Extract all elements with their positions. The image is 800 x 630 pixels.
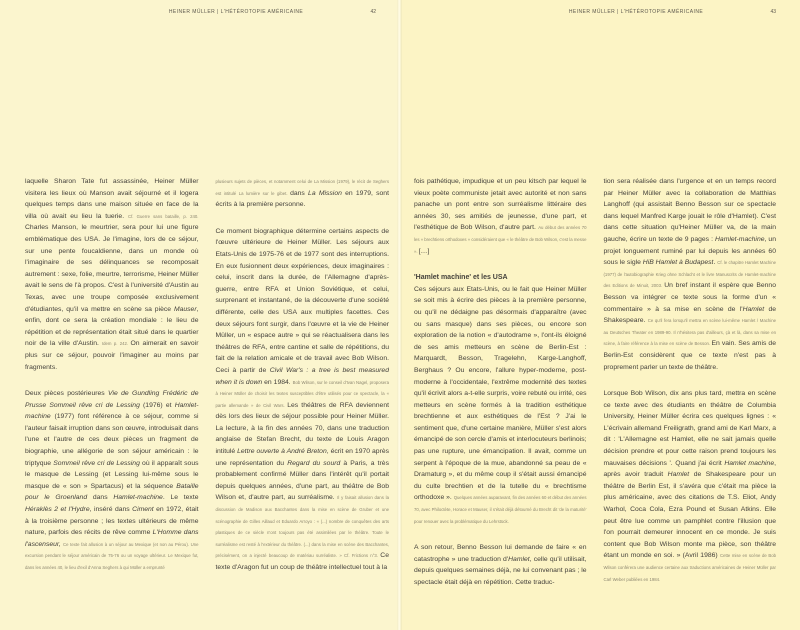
text-run: La Mission xyxy=(308,189,342,197)
text-run: On aimerait en savoir plus sur ce séjour, pouvoir l'imaginer au moins par fragments. xyxy=(25,340,199,371)
text-run: Bataille pour le Groenland xyxy=(25,482,199,502)
paragraph xyxy=(216,176,390,211)
text-run: HiB Hamlet à Budapest xyxy=(642,259,714,267)
text-run: de Shakespeare pour un théâtre de Berlin Est, il s'avéra que c'était ma pièce la plus américaine, avec des citations de T.S. Eliot, Andy Warhol, Coca Cola, Ezra Pound et Susan Atkins. Elle peut être lue comme un pamphlet contre l'illusion que l'on pourrait demeurer innocent en ce monde. Je suis content que Bob Wilson monte ma pièce, son théâtre étant un monde en soi. » (Avril 1986) xyxy=(603,471,776,560)
paragraph xyxy=(414,542,587,588)
text-run: Ces séjours aux Etats-Unis, ou le fait que Heiner Müller se soit mis à écrire des pièces à la première personne, ou qu'il ne dédaigne pas désormais d'apparaître (avec ou sans masque) dans ses pièces, ou encore son exploration de la notion « d'autodrame », l'ont-ils éloigné de ses amis metteurs en scène de Berlin-Est : Marquardt, Besson, Tragelehn, Karge-Langhoff, Berghaus ? Ou encore, l'allure hyper-moderne, post-moderne à l'occidentale, l'extrême modernité des textes qu'il écrivit alors a-t-elle surpris, voire rebuté ou irrité, ces metteurs en scène formés à la tradition esthétique brechtienne et aux esthétiques de l'Est ? J'ai le sentiment que, d'une certaine manière, Müller s'est alors émancipé de son cercle d'amis et interlocuteurs berlinois; pas une rupture, une émancipation. Il avait, comme un serpent à l'époque de la mue, abandonné sa peau de « Dramaturg », et du même coup il s'était aussi émancipé du culte brechtien et de la tutelle du « brechtisme orthodoxe ». xyxy=(414,285,587,502)
column-1 xyxy=(414,176,587,624)
text-run: […] xyxy=(418,247,430,255)
binding-gutter xyxy=(397,0,402,630)
column-2 xyxy=(604,176,777,624)
text-run: Ce texte d'Aragon fut un coup de théâtre intellectuel tout à la xyxy=(215,552,389,571)
paragraph xyxy=(414,284,587,527)
text-run: Il y faisait allusion dans la discussion de Madison aux Bacchantes dans la mise en scène de Gruber et une scénographie de Gilles Aillaud et Eduardo Arroyo : « (...) nombre de conquêtes des arts plastiques de ce siècle n'ont toujours pas été assimilées par le théâtre. Toute le surréalisme est resté à l'extérieur du théâtre. (...) dans la mise en scène des Bacchantes, précisément, on a injecté beaucoup de matériau surréaliste. » Cf. Frictions n°3. xyxy=(215,495,389,559)
text-run: où il apparaît sous le masque de Lessing (et Lessing lui-même sous le masque de « son » Spartacus) et la séquence xyxy=(25,459,199,490)
text-run: en 1979, sont écrits à la première personne. xyxy=(215,189,389,209)
paragraph xyxy=(604,388,777,585)
running-head: HEINER MÜLLER | L'HÉTÉROTOPIE AMÉRICAINE xyxy=(168,9,304,15)
text-run: (1977) font référence à ce séjour, comme si l'auteur faisait irruption dans son œuvre, introduisait dans l'une et l'autre de ces deux pièces un fragment de biographie, une allégorie de son séjour américain : le triptyque xyxy=(25,413,199,467)
text-run: Idem p. 242. xyxy=(101,341,131,347)
column-1 xyxy=(25,176,199,624)
text-run: Hamlet xyxy=(742,305,765,313)
text-run: Lorsque Bob Wilson, dix ans plus tard, mettra en scène ce texte avec des étudiants en théâtre de Columbia University, Heiner Müller écrira ces quelques lignes : « L'écrivain allemand Freiligrath, grand ami de Karl Marx, a dit : 'L'Allemagne est Hamlet, elle ne sait jamais quelle décision prendre et pour cette raison prend toujours les mauvaises décisions '. Quand j'ai écrit xyxy=(603,390,776,467)
paragraph xyxy=(25,388,199,574)
paragraph xyxy=(414,176,587,257)
text-run: Quelques années auparavant, fin des années 60 et début des années 70, avec Philoctète, Horace et Mauser, il s'était déjà détourné du Brecht dit 'de la maturité' pour renouer avec la problématique du Lehrstück. xyxy=(414,495,587,524)
text-run: . Le texte xyxy=(162,494,199,502)
text-run: Au début des années 70 les « brechtiens orthodoxes » considéraient que « le théâtre de Bob Wilson, c'est la messe ». xyxy=(414,225,587,254)
paragraph xyxy=(216,226,390,574)
text-run: Cette mise en scène de Bob Wilson conférera une audience certaine aux traductions américaines de Heiner Müller par Carl Weber publiées en 1984. xyxy=(603,553,776,582)
text-run: Les théâtres de RFA deviennent dès lors des lieux de séjour possible pour Heiner Müller. La lecture, à la fin des années 70, dans une traduction anglaise de Stefan Brecht, du texte de Louis Aragon intitulé xyxy=(215,401,389,456)
text-run: Mauser xyxy=(173,305,197,313)
text-run: laquelle Sharon Tate fut assassinée, Heiner Müller visitera les lieux où Manson avait séjourné et il logera quelques temps dans une maison située en face de la villa où avait eu lieu la tuerie. xyxy=(25,178,199,220)
text-run: Hamlet-machine xyxy=(715,235,765,243)
text-run: Cf. Guerre sans bataille, p. 240. xyxy=(127,213,199,219)
text-run: Vie de Gundling Frédéric de Prusse Sommeil rêve cri de Lessing xyxy=(25,390,199,409)
text-run: Ciment xyxy=(132,506,154,514)
text-run: en 1984. xyxy=(262,378,293,386)
column-2 xyxy=(216,176,390,624)
text-run: , après avoir traduit xyxy=(603,459,776,479)
text-run: Ce moment biographique détermine certains aspects de l'œuvre ultérieure de Heiner Müller. Les séjours aux Etats-Unis de 1975-76 et de 1977 sont des interruptions. En eux fusionnent deux expériences, deux imaginaires : celui, inscrit dans la durée, de l'Allemagne d'après-guerre, entre RFA et Union Soviétique, et celui, surprenant et instantané, de la découverte d'une société différente, celle des USA aux multiples facettes. Ces deux séjours font surgir, dans l'œuvre et la vie de Heiner Müller, un « espace autre » qui se réactualisera dans les théâtres de RFA, entre cantine et salle de répétitions, du fait de la relation amicale et de travail avec Bob Wilson. Ceci à partir de xyxy=(215,227,389,374)
text-run: à Paris, a très probablement confirmé Müller dans l'intérêt qu'il portait depuis quelques années, d'une part, au théâtre de Bob Wilson et, d'autre part, au surréalisme. xyxy=(215,459,389,502)
text-run: Hamlet xyxy=(508,555,530,563)
section-heading: 'Hamlet machine' et les USA xyxy=(414,274,508,282)
text-run: Sommeil rêve cri de Lessing xyxy=(53,459,140,467)
text-run: Civil War's : a tree is best measured when it is down xyxy=(215,366,389,386)
text-run: A son retour, Benno Besson lui demande de faire « en catastrophe » une traduction d' xyxy=(414,544,587,563)
text-run: Ce texte fait allusion à un séjour au Mexique (et non au Pérou). Une excursion pendant le séjour américain de 75-76 ou un voyage ultérieur. Le Mexique fut, dans les années 40, le lieu d'exil d'Anna Seghers à qui Müller a emprunté xyxy=(25,541,199,570)
running-head: HEINER MÜLLER | L'HÉTÉROTOPIE AMÉRICAINE xyxy=(568,9,704,15)
text-run: Héraklès 2 et l'Hydre xyxy=(25,506,90,514)
text-run: Regard du sourd xyxy=(287,459,341,467)
text-run: fois pathétique, impudique et un peu kitsch par lequel le vieux poète communiste jetait avec autorité et non sans panache un pont entre son surréalisme littéraire des années 30, ses amitiés de jeunesse, d'une part, et l'esthétique de Bob Wilson, d'autre part. xyxy=(414,178,587,232)
text-run: , un projet longuement ruminé par lui depuis les années 60 sous le sigle xyxy=(603,235,776,267)
text-run: tion sera réalisée dans l'urgence et en un temps record par Heiner Müller avec la collaboration de Matthias Langhoff (qui assistait Benno Besson sur ce spectacle dans lequel Manfred Karge jouait le rôle d'Hamlet). C'est dans cette situation qu'Heiner Müller va, de la main gauche, écrire un texte de 9 pages : xyxy=(603,178,776,243)
text-run: Deux pièces postérieures xyxy=(25,390,109,398)
text-run: Un bref instant il espère que Benno Besson va intégrer ce texte sous la forme d'un « commentaire » à sa mise en scène de l' xyxy=(603,282,776,313)
text-run: Hamlet-machine xyxy=(25,401,199,421)
text-run: , enfin, dont ce sera la création mondiale : le lieu de répétition et de représentation était situé dans le quartier noir de la ville d'Austin. xyxy=(25,305,199,348)
text-run: Lettre ouverte à André Breton xyxy=(237,448,327,456)
text-run: (1976) et xyxy=(139,401,175,409)
page-number: 42 xyxy=(370,9,376,15)
page-number: 43 xyxy=(770,9,776,15)
paragraph xyxy=(25,176,199,373)
text-run: Hamlet-machine xyxy=(113,494,163,502)
text-block xyxy=(414,176,776,624)
text-run: dans xyxy=(87,494,114,502)
text-run: en 1972, était à la troisième personne ; les textes ultérieurs de même nature, parfois des récits de rêve comme xyxy=(25,506,199,537)
text-run: Charles Manson, le meurtrier, sera pour lui une figure emblématique des USA. Je l'imagine, lors de ce séjour, sur une pente foucaldienne, dans un monde où l'imaginaire de ses délinquances se recomposait autrement : sexe, folie, meurtre, terrorisme, Heiner Müller avait le sens de l'à propos. C'est à l'université d'Austin au Texas, avec une troupe composée exclusivement d'étudiantes, qu'il va mettre en scène sa pièce xyxy=(25,224,199,313)
text-block xyxy=(25,176,389,624)
text-run: , celle qu'il utilisait, depuis quelques semaines déjà, ne lui convenant pas ; le spectacle était déjà en répétition. Cette traduc- xyxy=(414,555,587,586)
paragraph xyxy=(604,176,777,373)
page-right xyxy=(400,0,800,630)
text-run: , inséré dans xyxy=(89,506,133,514)
text-run: , écrit en 1970 après une représentation du xyxy=(215,448,389,467)
text-run: Hamlet xyxy=(667,471,690,479)
text-run: . xyxy=(713,259,718,267)
text-run: Cf. le chapitre Hamlet Machine (1977) de l'autobiographie Krieg ohne Schlacht et le livre Manuscrits de Hamlet-machine des Editions de Minuit, 2003. xyxy=(603,260,776,289)
text-run: Hamlet machine xyxy=(724,459,775,467)
text-run: plusieurs sujets de pièces, et notamment celui de La Mission (1979), le récit de Seghers est intitulé La lumière sur le gibet. xyxy=(215,179,389,196)
text-run: dans xyxy=(290,189,309,197)
text-run: En vain. Ses amis de Berlin-Est considèrent que ce texte n'est pas à proprement parler un texte de théâtre. xyxy=(603,340,776,371)
text-run: Bob Wilson, sur le conseil d'Ivan Nagel, proposera à Heiner Müller de choisir les textes susceptibles d'être utilisés pour ce spectacle, la « partie allemande » de Civil Wars. xyxy=(215,379,389,408)
text-run: de Shakespeare. xyxy=(603,305,776,325)
text-run: L'Homme dans l'ascenseur, xyxy=(25,529,199,548)
text-run: Ce qu'il fera lorsqu'il mettra en scène lui-même Hamlet / Machine au Deutsches Theater en 1989-90. Il n'hésitera pas d'ailleurs, çà et là, dans sa mise en scène, à faire référence à la mise en scène de Besson. xyxy=(603,318,776,347)
